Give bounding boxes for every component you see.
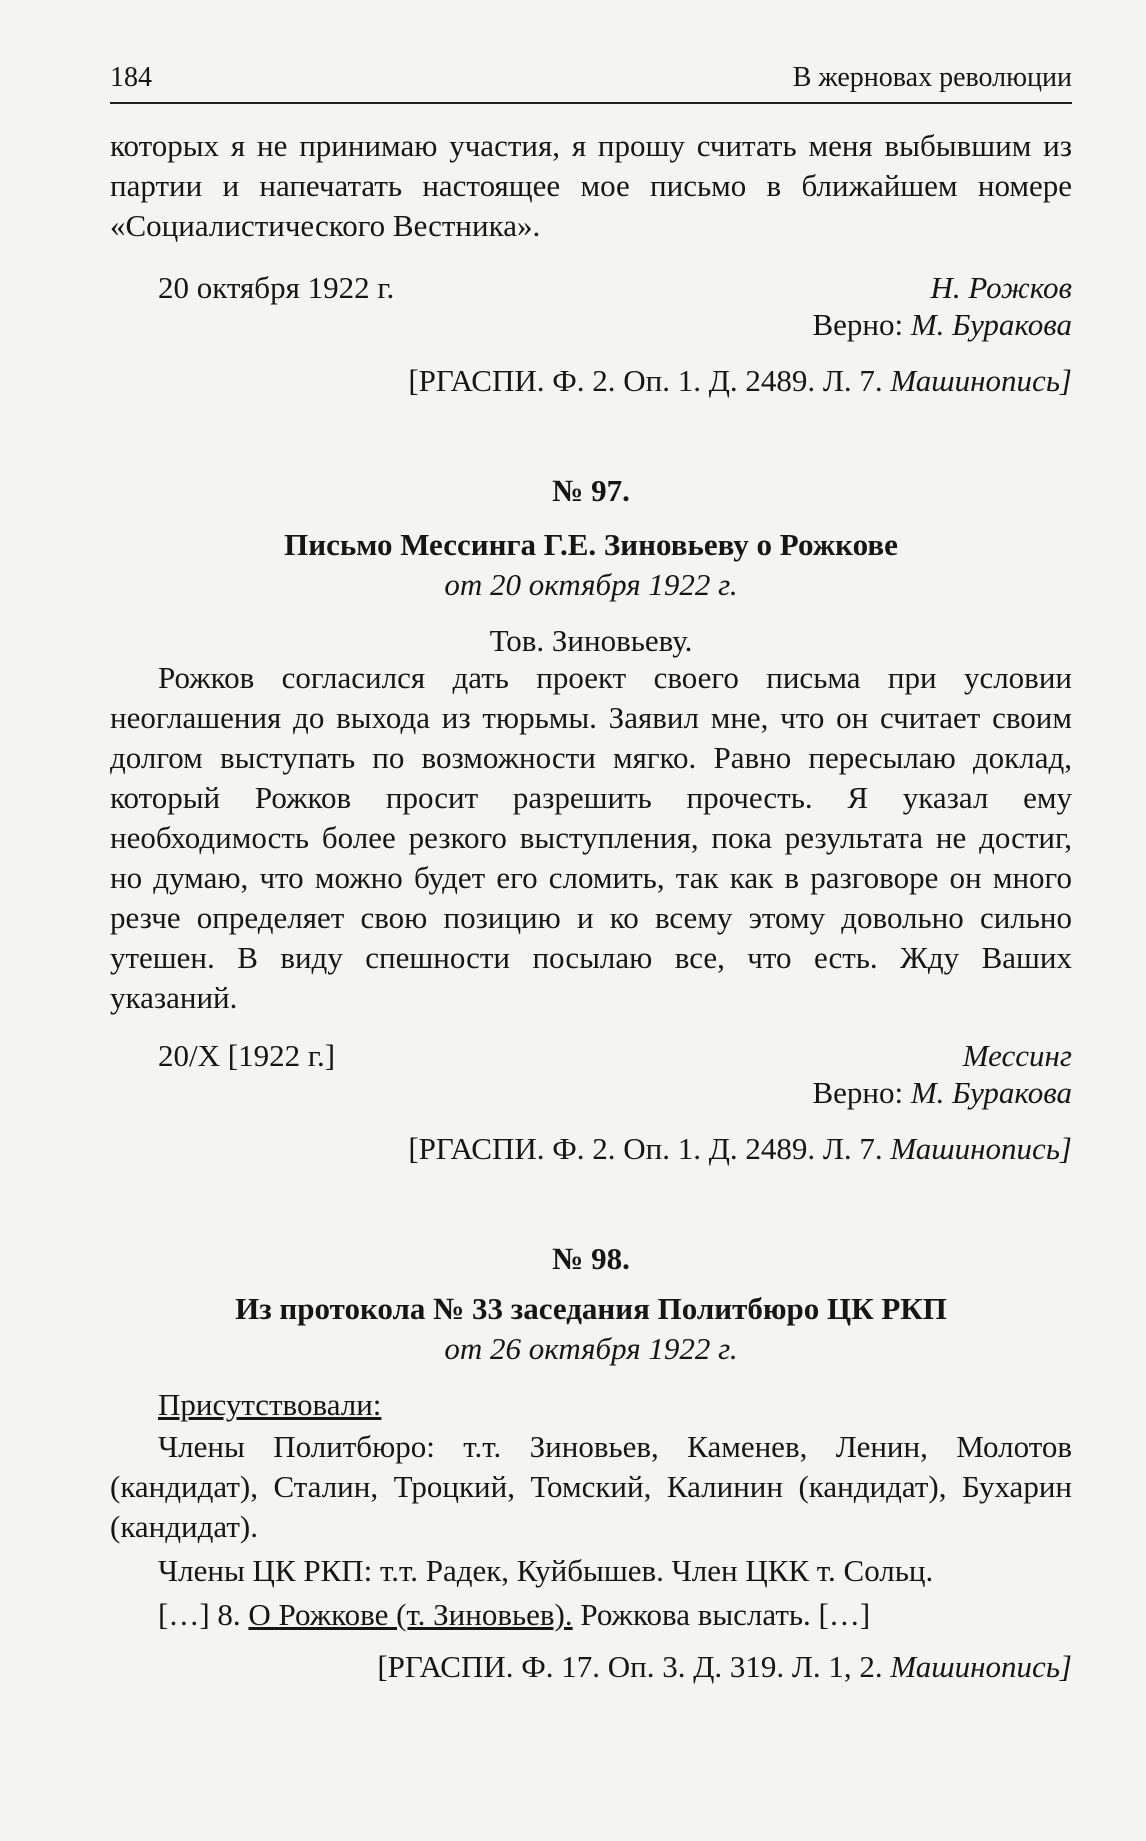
doc98-item	[110, 1595, 1072, 1635]
doc98-present-label-line	[110, 1385, 1072, 1425]
doc97-verified	[110, 1073, 1072, 1113]
doc97-number: № 97.	[552, 473, 630, 508]
doc97-addressee: Тов. Зиновьеву.	[489, 623, 693, 658]
doc97-date: 20/X [1922 г.]	[158, 1038, 336, 1073]
doc97-verified-name: М. Буракова	[910, 1075, 1072, 1110]
doc98-number: № 98.	[552, 1241, 630, 1276]
doc98-source-type: Машинопись]	[890, 1649, 1072, 1684]
doc97-body: Рожков согласился дать проект своего письма при условии неоглашения до выхода из тюрьмы. Заявил мне, что он считает своим долгом выступать по возможности мягко. Равно пересылаю доклад, который Рожков просит разрешить прочесть. Я указал ему необходимость более резкого выступления, пока результата не достиг, но думаю, что можно будет его сломить, так как в разговоре он много резче определяет свою позицию и ко всему этому довольно сильно утешен. В виду спешности посылаю все, что есть. Жду Ваших указаний.	[110, 660, 1072, 1015]
doc96-source-type: Машинопись]	[890, 363, 1072, 398]
running-title: В жерновах революции	[792, 62, 1072, 93]
doc96-signature: Н. Рожков	[930, 270, 1072, 305]
doc97-source-text: [РГАСПИ. Ф. 2. Оп. 1. Д. 2489. Л. 7.	[408, 1131, 883, 1166]
doc98-item-rest: Рожкова выслать. […]	[580, 1597, 871, 1632]
doc98-members-politburo: Члены Политбюро: т.т. Зиновьев, Каменев, Ленин, Молотов (кандидат), Сталин, Троцкий, Томский, Калинин (кандидат), Бухарин (кандидат).	[110, 1429, 1072, 1544]
doc96-verified	[110, 305, 1072, 345]
doc97-signature: Мессинг	[962, 1038, 1072, 1073]
page-content	[110, 126, 1072, 1687]
doc98-members-ck: Члены ЦК РКП: т.т. Радек, Куйбышев. Член ЦКК т. Сольц.	[158, 1553, 934, 1588]
doc96-date: 20 октября 1922 г.	[158, 270, 395, 305]
doc96-text: которых я не принимаю участия, я прошу считать меня выбывшим из партии и напечатать настоящее мое письмо в ближайшем номере «Социалистического Вестника».	[110, 128, 1072, 243]
doc96-date-signature	[110, 268, 1072, 308]
doc97-title: Письмо Мессинга Г.Е. Зиновьеву о Рожкове	[284, 527, 898, 562]
doc97-source	[110, 1129, 1072, 1169]
doc97-verified-prefix: Верно:	[812, 1075, 904, 1110]
doc98-title: Из протокола № 33 заседания Политбюро ЦК РКП	[235, 1291, 947, 1326]
doc96-verified-name: М. Буракова	[910, 307, 1072, 342]
doc98-present-label: Присутствовали:	[158, 1387, 382, 1422]
doc98-subtitle: от 26 октября 1922 г.	[444, 1331, 738, 1366]
doc97-subtitle: от 20 октября 1922 г.	[444, 567, 738, 602]
doc97-source-type: Машинопись]	[890, 1131, 1072, 1166]
doc98-item-prefix: […] 8.	[158, 1597, 241, 1632]
doc96-source-text: [РГАСПИ. Ф. 2. Оп. 1. Д. 2489. Л. 7.	[408, 363, 883, 398]
doc97-date-signature	[110, 1036, 1072, 1076]
page-number: 184	[110, 62, 152, 93]
doc96-source	[110, 361, 1072, 401]
doc98-source	[110, 1647, 1072, 1687]
page-header	[110, 62, 1072, 104]
doc98-item-subject: О Рожкове (т. Зиновьев).	[248, 1597, 573, 1632]
doc96-verified-prefix: Верно:	[812, 307, 904, 342]
doc98-source-text: [РГАСПИ. Ф. 17. Оп. 3. Д. 319. Л. 1, 2.	[377, 1649, 883, 1684]
